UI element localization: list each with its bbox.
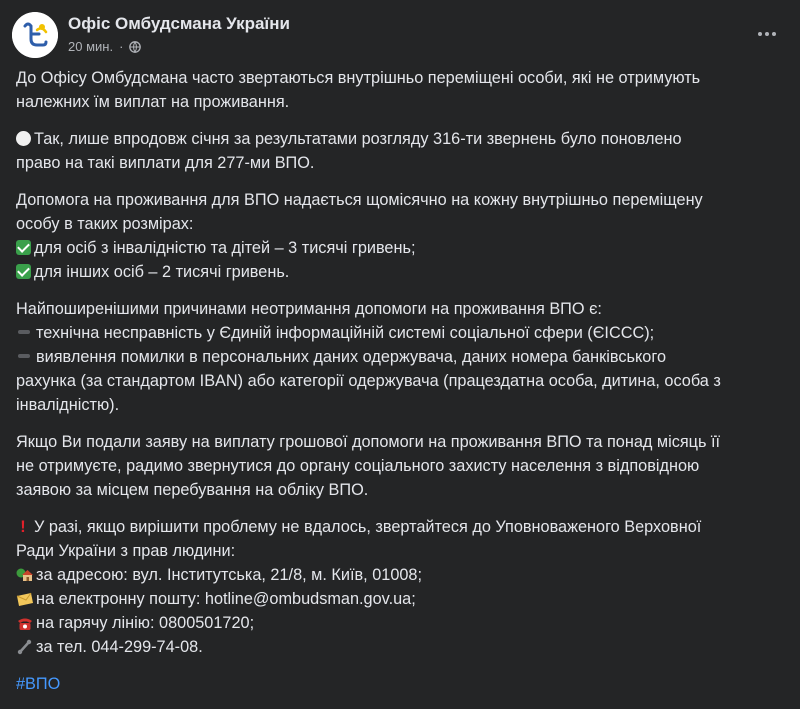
hashtag-link[interactable]: #ВПО — [16, 675, 61, 693]
paragraph-amounts — [16, 188, 782, 284]
post-body — [16, 66, 782, 709]
avatar[interactable] — [12, 12, 58, 58]
text-line: Ради України з прав людини: — [16, 542, 236, 560]
text-line: інвалідністю). — [16, 396, 120, 414]
white-circle-icon — [16, 131, 31, 146]
list-item-text: технічна несправність у Єдиній інформаційній системі соціальної сфери (ЄІССС); — [36, 324, 655, 342]
contact-text: на електронну пошту: hotline@ombudsman.gov.ua; — [36, 590, 416, 608]
contact-email — [16, 587, 782, 611]
ombudsman-logo-icon — [12, 12, 58, 58]
text-line: заявою за місцем перебування на обліку ВПО. — [16, 481, 369, 499]
dash-icon — [18, 354, 30, 358]
text-line: Найпоширенішими причинами неотримання допомоги на проживання ВПО є: — [16, 300, 602, 318]
text-line: рахунка (за стандартом IBAN) або категорії одержувача (працездатна особа, дитина, особа з — [16, 372, 721, 390]
contact-text: за адресою: вул. Інститутська, 21/8, м. Київ, 01008; — [36, 566, 423, 584]
paragraph-advice — [16, 430, 782, 502]
post-meta — [68, 39, 141, 54]
house-with-garden-icon — [16, 567, 34, 583]
text-line: Якщо Ви подали заяву на виплату грошової допомоги на проживання ВПО та понад місяць її — [16, 433, 721, 451]
paragraph-intro — [16, 66, 782, 114]
text-line: належних їм виплат на проживання. — [16, 93, 290, 111]
red-exclamation-icon: ! — [20, 518, 26, 536]
text-line — [16, 515, 782, 539]
more-options-icon[interactable] — [752, 22, 782, 46]
text-line: особу в таких розмірах: — [16, 215, 194, 233]
telephone-icon — [16, 615, 34, 631]
paragraph-contacts — [16, 515, 782, 659]
envelope-icon — [16, 591, 34, 607]
contact-text: на гарячу лінію: 0800501720; — [36, 614, 255, 632]
contact-text: за тел. 044-299-74-08. — [36, 638, 203, 656]
list-item — [16, 236, 782, 260]
post-header — [12, 8, 788, 60]
list-item-text: виявлення помилки в персональних даних одержувача, даних номера банківського — [36, 348, 666, 366]
text-line-content: Так, лише впродовж січня за результатами розгляду 316-ти звернень було поновлено — [34, 130, 682, 148]
text-line: не отримуєте, радимо звернутися до органу соціального захисту населення з відповідною — [16, 457, 700, 475]
list-item — [16, 321, 782, 345]
list-item — [16, 345, 782, 369]
telephone-receiver-icon — [16, 639, 34, 655]
text-line: Допомога на проживання для ВПО надається щомісячно на кожну внутрішньо переміщену — [16, 191, 703, 209]
page-name-link[interactable]: Офіс Омбудсмана України — [68, 14, 290, 33]
paragraph-stats — [16, 127, 782, 175]
dash-icon — [18, 330, 30, 334]
contact-address — [16, 563, 782, 587]
meta-separator: · — [119, 39, 124, 54]
text-line — [16, 127, 782, 151]
text-line: право на такі виплати для 277-ми ВПО. — [16, 154, 315, 172]
text-line-content: У разі, якщо вирішити проблему не вдалось, звертайтеся до Уповноваженого Верховної — [34, 518, 702, 536]
paragraph-reasons — [16, 297, 782, 417]
hashtag-row — [16, 672, 782, 696]
green-check-icon — [16, 264, 31, 279]
globe-icon — [129, 41, 141, 53]
green-check-icon — [16, 240, 31, 255]
contact-phone — [16, 635, 782, 659]
list-item — [16, 260, 782, 284]
post-time-link[interactable]: 20 мин. — [68, 39, 114, 54]
list-item-text: для осіб з інвалідністю та дітей – 3 тисячі гривень; — [34, 239, 416, 257]
text-line: До Офісу Омбудсмана часто звертаються внутрішньо переміщені особи, які не отримують — [16, 69, 701, 87]
contact-hotline — [16, 611, 782, 635]
list-item-text: для інших осіб – 2 тисячі гривень. — [34, 263, 290, 281]
